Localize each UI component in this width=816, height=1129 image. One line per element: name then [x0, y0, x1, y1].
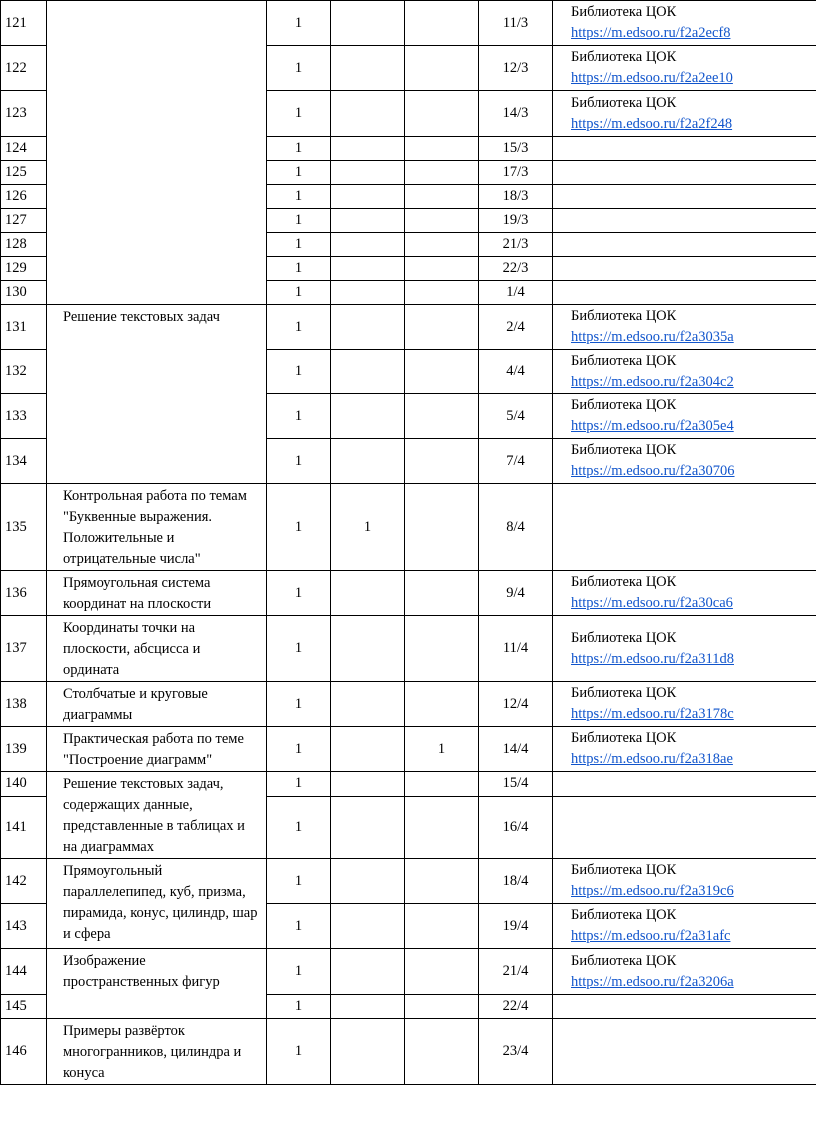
practical-hours	[405, 305, 479, 350]
hours-count: 1	[267, 571, 331, 616]
digital-resource-cell	[553, 394, 816, 439]
hours-count: 1	[267, 859, 331, 904]
test-hours	[331, 571, 405, 616]
hours-count: 1	[267, 257, 331, 281]
lesson-date: 22/3	[479, 257, 553, 281]
test-hours	[331, 305, 405, 350]
practical-hours	[405, 1019, 479, 1085]
test-hours	[331, 257, 405, 281]
test-hours	[331, 772, 405, 797]
resource-link[interactable]: https://m.edsoo.ru/f2a319c6	[571, 883, 734, 899]
hours-count: 1	[267, 904, 331, 949]
digital-resource-cell	[553, 796, 816, 858]
lesson-topic: Изображение пространственных фигур	[47, 949, 267, 1019]
lesson-number: 125	[1, 161, 47, 185]
practical-hours	[405, 439, 479, 484]
hours-count: 1	[267, 796, 331, 858]
lesson-date: 2/4	[479, 305, 553, 350]
lesson-topic: Столбчатые и круговые диаграммы	[47, 682, 267, 727]
lesson-number: 138	[1, 682, 47, 727]
digital-resource-cell	[553, 571, 816, 616]
lesson-number: 144	[1, 949, 47, 995]
hours-count: 1	[267, 305, 331, 350]
hours-count: 1	[267, 137, 331, 161]
practical-hours	[405, 233, 479, 257]
digital-resource-cell	[553, 281, 816, 305]
hours-count: 1	[267, 91, 331, 137]
resource-link[interactable]: https://m.edsoo.ru/f2a3178c	[571, 706, 734, 722]
resource-label: Библиотека ЦОК	[571, 574, 677, 590]
resource-label: Библиотека ЦОК	[571, 308, 677, 324]
practical-hours	[405, 616, 479, 682]
digital-resource-cell	[553, 727, 816, 772]
resource-link[interactable]: https://m.edsoo.ru/f2a2ecf8	[571, 25, 731, 41]
table-row	[1, 1, 816, 46]
lesson-topic: Практическая работа по теме "Построение диаграмм"	[47, 727, 267, 772]
table-row	[1, 949, 816, 995]
test-hours	[331, 904, 405, 949]
practical-hours	[405, 46, 479, 91]
lesson-date: 18/4	[479, 859, 553, 904]
hours-count: 1	[267, 1019, 331, 1085]
practical-hours	[405, 904, 479, 949]
lesson-number: 143	[1, 904, 47, 949]
hours-count: 1	[267, 233, 331, 257]
lesson-number: 122	[1, 46, 47, 91]
lesson-number: 130	[1, 281, 47, 305]
lesson-date: 14/3	[479, 91, 553, 137]
hours-count: 1	[267, 995, 331, 1019]
test-hours	[331, 350, 405, 394]
lesson-date: 15/4	[479, 772, 553, 797]
lesson-topic	[47, 1, 267, 305]
hours-count: 1	[267, 484, 331, 571]
lesson-number: 137	[1, 616, 47, 682]
test-hours	[331, 1, 405, 46]
digital-resource-cell	[553, 682, 816, 727]
lesson-topic: Примеры развёрток многогранников, цилиндра и конуса	[47, 1019, 267, 1085]
practical-hours	[405, 137, 479, 161]
digital-resource-cell	[553, 859, 816, 904]
resource-link[interactable]: https://m.edsoo.ru/f2a2f248	[571, 115, 733, 132]
practical-hours	[405, 859, 479, 904]
lesson-date: 8/4	[479, 484, 553, 571]
lesson-date: 9/4	[479, 571, 553, 616]
lesson-topic: Прямоугольный параллелепипед, куб, призма, пирамида, конус, цилиндр, шар и сфера	[47, 859, 267, 949]
resource-label: Библиотека ЦОК	[571, 952, 677, 969]
lesson-number: 133	[1, 394, 47, 439]
lesson-number: 123	[1, 91, 47, 137]
resource-label: Библиотека ЦОК	[571, 730, 677, 746]
test-hours	[331, 616, 405, 682]
test-hours	[331, 137, 405, 161]
practical-hours	[405, 209, 479, 233]
lesson-topic: Координаты точки на плоскости, абсцисса и ордината	[47, 616, 267, 682]
test-hours	[331, 682, 405, 727]
practical-hours	[405, 796, 479, 858]
hours-count: 1	[267, 727, 331, 772]
lesson-date: 16/4	[479, 796, 553, 858]
hours-count: 1	[267, 682, 331, 727]
resource-label: Библиотека ЦОК	[571, 629, 677, 646]
practical-hours	[405, 350, 479, 394]
digital-resource-cell	[553, 305, 816, 350]
table-row	[1, 1019, 816, 1085]
lesson-date: 19/4	[479, 904, 553, 949]
resource-label: Библиотека ЦОК	[571, 907, 677, 923]
resource-label: Библиотека ЦОК	[571, 49, 677, 65]
lesson-date: 12/4	[479, 682, 553, 727]
table-row	[1, 727, 816, 772]
table-row	[1, 305, 816, 350]
resource-link[interactable]: https://m.edsoo.ru/f2a3206a	[571, 973, 734, 990]
lesson-date: 14/4	[479, 727, 553, 772]
practical-hours	[405, 281, 479, 305]
lesson-number: 126	[1, 185, 47, 209]
table-row	[1, 484, 816, 571]
digital-resource-cell	[553, 257, 816, 281]
hours-count: 1	[267, 439, 331, 484]
lesson-date: 12/3	[479, 46, 553, 91]
lesson-date: 19/3	[479, 209, 553, 233]
practical-hours	[405, 682, 479, 727]
table-row	[1, 571, 816, 616]
lesson-number: 135	[1, 484, 47, 571]
test-hours	[331, 91, 405, 137]
digital-resource-cell	[553, 350, 816, 394]
practical-hours	[405, 484, 479, 571]
practical-hours	[405, 257, 479, 281]
hours-count: 1	[267, 616, 331, 682]
resource-label: Библиотека ЦОК	[571, 442, 677, 458]
lesson-number: 141	[1, 796, 47, 858]
test-hours	[331, 46, 405, 91]
test-hours	[331, 439, 405, 484]
hours-count: 1	[267, 772, 331, 797]
practical-hours	[405, 161, 479, 185]
practical-hours	[405, 995, 479, 1019]
resource-link[interactable]: https://m.edsoo.ru/f2a2ee10	[571, 70, 733, 86]
resource-link[interactable]: https://m.edsoo.ru/f2a31afc	[571, 928, 731, 944]
resource-link[interactable]: https://m.edsoo.ru/f2a318ae	[571, 751, 733, 767]
lesson-date: 22/4	[479, 995, 553, 1019]
lesson-date: 4/4	[479, 350, 553, 394]
test-hours	[331, 161, 405, 185]
table-row	[1, 616, 816, 682]
hours-count: 1	[267, 1, 331, 46]
hours-count: 1	[267, 46, 331, 91]
resource-label: Библиотека ЦОК	[571, 397, 677, 413]
lesson-number: 134	[1, 439, 47, 484]
resource-link[interactable]: https://m.edsoo.ru/f2a3035a	[571, 329, 734, 345]
lesson-date: 7/4	[479, 439, 553, 484]
lesson-number: 121	[1, 1, 47, 46]
practical-hours: 1	[405, 727, 479, 772]
lesson-topic: Решение текстовых задач, содержащих данные, представленные в таблицах и на диаграммах	[47, 772, 267, 859]
practical-hours	[405, 394, 479, 439]
digital-resource-cell	[553, 185, 816, 209]
digital-resource-cell	[553, 772, 816, 797]
practical-hours	[405, 91, 479, 137]
test-hours	[331, 949, 405, 995]
lesson-topic: Прямоугольная система координат на плоскости	[47, 571, 267, 616]
practical-hours	[405, 185, 479, 209]
lesson-date: 11/3	[479, 1, 553, 46]
table-row	[1, 859, 816, 904]
resource-label: Библиотека ЦОК	[571, 685, 677, 701]
lesson-topic: Решение текстовых задач	[47, 305, 267, 484]
practical-hours	[405, 571, 479, 616]
hours-count: 1	[267, 949, 331, 995]
lesson-number: 128	[1, 233, 47, 257]
digital-resource-cell	[553, 616, 816, 682]
lesson-date: 21/4	[479, 949, 553, 995]
lesson-number: 140	[1, 772, 47, 797]
resource-label: Библиотека ЦОК	[571, 94, 677, 111]
practical-hours	[405, 772, 479, 797]
test-hours: 1	[331, 484, 405, 571]
practical-hours	[405, 1, 479, 46]
lesson-date: 17/3	[479, 161, 553, 185]
digital-resource-cell	[553, 995, 816, 1019]
hours-count: 1	[267, 394, 331, 439]
hours-count: 1	[267, 350, 331, 394]
digital-resource-cell	[553, 91, 816, 137]
hours-count: 1	[267, 185, 331, 209]
table-row	[1, 772, 816, 797]
digital-resource-cell	[553, 1, 816, 46]
lesson-date: 11/4	[479, 616, 553, 682]
lesson-date: 1/4	[479, 281, 553, 305]
digital-resource-cell	[553, 439, 816, 484]
lesson-date: 5/4	[479, 394, 553, 439]
test-hours	[331, 859, 405, 904]
lesson-date: 18/3	[479, 185, 553, 209]
resource-link[interactable]: https://m.edsoo.ru/f2a304c2	[571, 373, 734, 390]
lesson-number: 127	[1, 209, 47, 233]
lesson-number: 142	[1, 859, 47, 904]
hours-count: 1	[267, 209, 331, 233]
lesson-date: 15/3	[479, 137, 553, 161]
lesson-number: 146	[1, 1019, 47, 1085]
lesson-number: 132	[1, 350, 47, 394]
test-hours	[331, 233, 405, 257]
test-hours	[331, 995, 405, 1019]
test-hours	[331, 796, 405, 858]
lesson-number: 145	[1, 995, 47, 1019]
lesson-number: 136	[1, 571, 47, 616]
test-hours	[331, 1019, 405, 1085]
lesson-rows	[1, 1, 816, 1085]
test-hours	[331, 727, 405, 772]
digital-resource-cell	[553, 137, 816, 161]
test-hours	[331, 281, 405, 305]
digital-resource-cell	[553, 233, 816, 257]
table-row	[1, 682, 816, 727]
hours-count: 1	[267, 161, 331, 185]
digital-resource-cell	[553, 484, 816, 571]
hours-count: 1	[267, 281, 331, 305]
digital-resource-cell	[553, 1019, 816, 1085]
resource-link[interactable]: https://m.edsoo.ru/f2a305e4	[571, 418, 734, 434]
digital-resource-cell	[553, 209, 816, 233]
resource-label: Библиотека ЦОК	[571, 862, 677, 878]
lesson-number: 124	[1, 137, 47, 161]
lesson-date: 23/4	[479, 1019, 553, 1085]
lesson-date: 21/3	[479, 233, 553, 257]
test-hours	[331, 394, 405, 439]
test-hours	[331, 209, 405, 233]
digital-resource-cell	[553, 949, 816, 995]
test-hours	[331, 185, 405, 209]
resource-label: Библиотека ЦОК	[571, 4, 677, 20]
digital-resource-cell	[553, 161, 816, 185]
digital-resource-cell	[553, 46, 816, 91]
resource-link[interactable]: https://m.edsoo.ru/f2a30ca6	[571, 595, 733, 611]
lesson-topic: Контрольная работа по темам "Буквенные выражения. Положительные и отрицательные числа"	[47, 484, 267, 571]
lesson-number: 131	[1, 305, 47, 350]
resource-link[interactable]: https://m.edsoo.ru/f2a311d8	[571, 650, 734, 667]
lesson-number: 129	[1, 257, 47, 281]
practical-hours	[405, 949, 479, 995]
resource-link[interactable]: https://m.edsoo.ru/f2a30706	[571, 463, 735, 479]
resource-label: Библиотека ЦОК	[571, 352, 677, 369]
digital-resource-cell	[553, 904, 816, 949]
lesson-number: 139	[1, 727, 47, 772]
